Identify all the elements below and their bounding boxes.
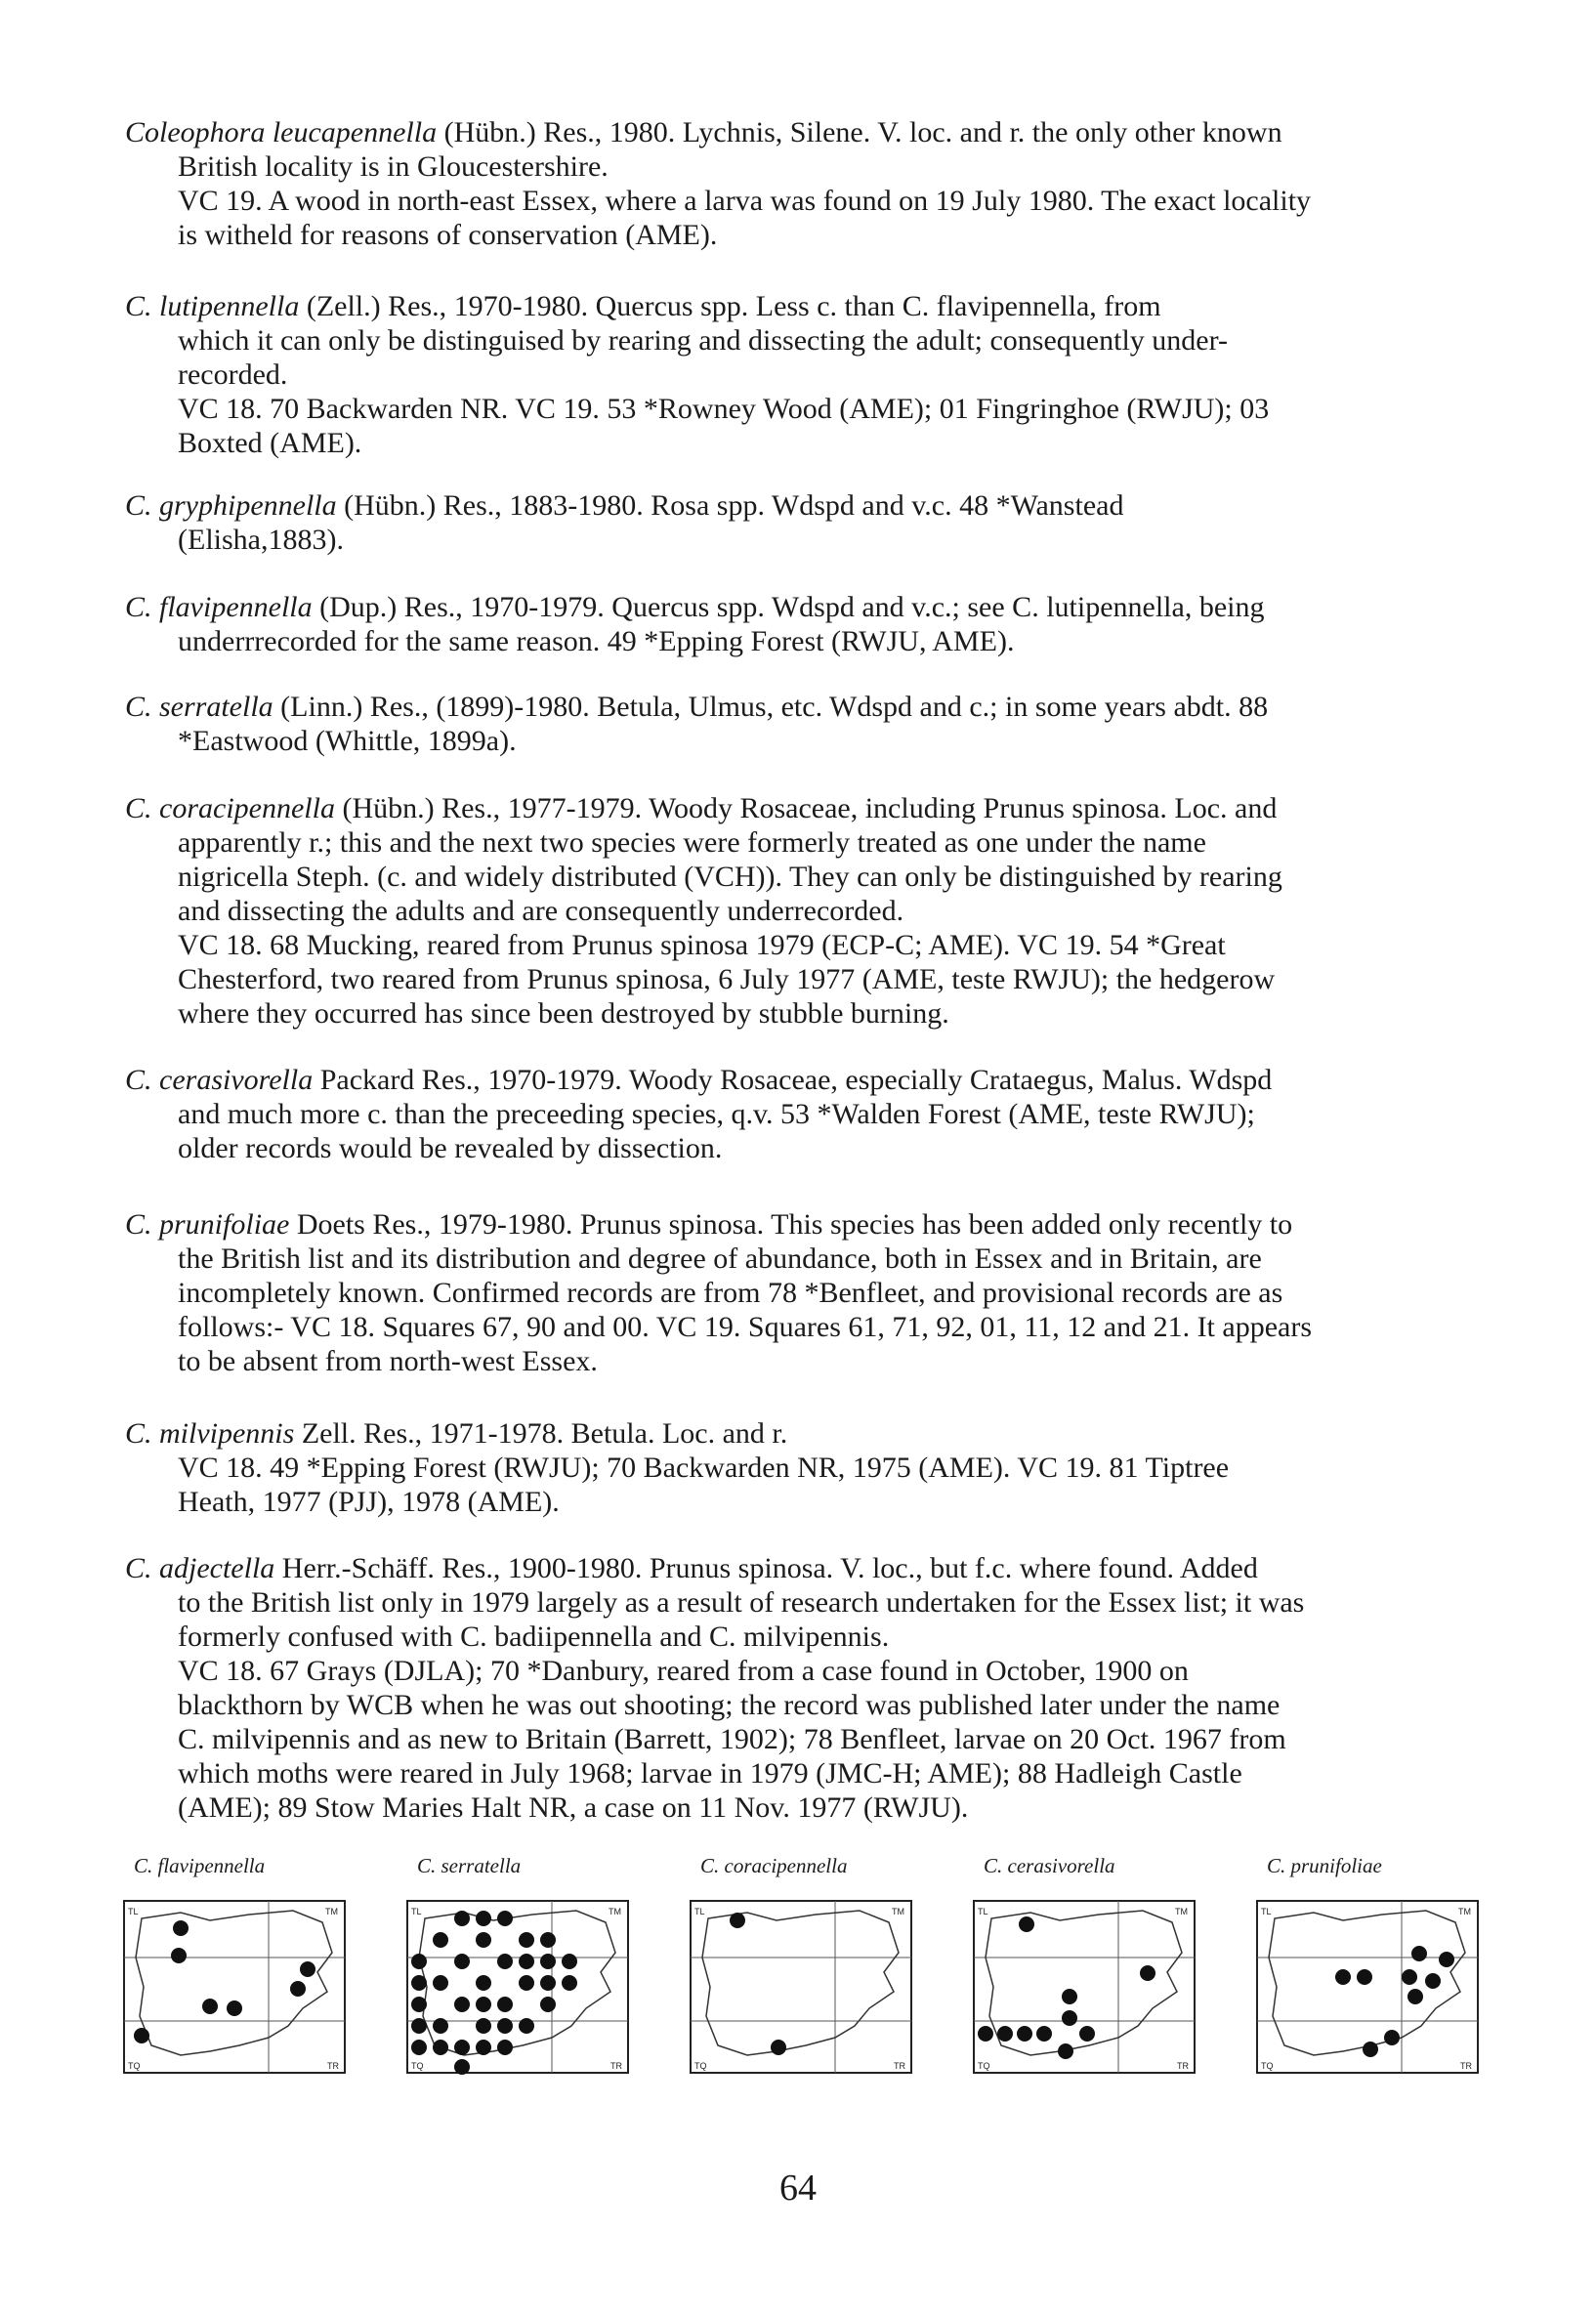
entry-line: C. coracipennella (Hübn.) Res., 1977-1979. Woody Rosaceae, including Prunus spinosa. Loc. and — [125, 792, 1278, 824]
entry-line: British locality is in Gloucestershire. — [178, 150, 609, 183]
entry-line: C. milvipennis and as new to Britain (Barrett, 1902); 78 Benfleet, larvae on 20 Oct. 1967 from — [178, 1723, 1286, 1755]
svg-text:TM: TM — [1458, 1907, 1471, 1916]
species-name: C. prunifoliae — [125, 1208, 290, 1241]
entry-line: C. milvipennis Zell. Res., 1971-1978. Betula. Loc. and r. — [125, 1417, 788, 1450]
svg-text:TL: TL — [128, 1907, 139, 1916]
species-entry-gryphipennella — [125, 488, 1492, 557]
entry-line: older records would be revealed by dissection. — [178, 1132, 723, 1164]
svg-text:TQ: TQ — [1261, 2061, 1274, 2071]
species-entry-coracipennella — [125, 791, 1492, 1031]
species-entry-lutipennella — [125, 289, 1492, 460]
essex-map — [405, 1899, 630, 2075]
species-name: Coleophora leucapennella — [125, 116, 438, 148]
svg-text:TR: TR — [610, 2061, 622, 2071]
entry-line: Chesterford, two reared from Prunus spinosa, 6 July 1977 (AME, teste RWJU); the hedgerow — [178, 963, 1276, 995]
species-entry-milvipennis — [125, 1416, 1492, 1519]
species-name: C. flavipennella — [125, 591, 313, 623]
entry-line: (AME); 89 Stow Maries Halt NR, a case on 11 Nov. 1977 (RWJU). — [178, 1791, 969, 1824]
svg-text:TR: TR — [327, 2061, 339, 2071]
essex-map — [122, 1899, 347, 2075]
entry-line: and dissecting the adults and are consequently underrecorded. — [178, 895, 904, 927]
entry-line: C. prunifoliae Doets Res., 1979-1980. Prunus spinosa. This species has been added only recently to — [125, 1208, 1293, 1241]
entry-line: C. serratella (Linn.) Res., (1899)-1980. Betula, Ulmus, etc. Wdspd and c.; in some years abdt. 88 — [125, 691, 1269, 723]
svg-text:TL: TL — [411, 1907, 422, 1916]
entry-line: VC 18. 67 Grays (DJLA); 70 *Danbury, reared from a case found in October, 1900 on — [178, 1655, 1189, 1687]
svg-text:TR: TR — [1460, 2061, 1472, 2071]
svg-text:TQ: TQ — [978, 2061, 990, 2071]
svg-text:TL: TL — [978, 1907, 988, 1916]
svg-text:TM: TM — [325, 1907, 338, 1916]
essex-map — [972, 1899, 1197, 2075]
species-name: C. cerasivorella — [125, 1064, 314, 1096]
entry-line: to the British list only in 1979 largely as a result of research undertaken for the Essex list; it was — [178, 1586, 1305, 1619]
entry-line: incompletely known. Confirmed records are from 78 *Benfleet, and provisional records are as — [178, 1277, 1283, 1309]
entry-line: C. flavipennella (Dup.) Res., 1970-1979. Quercus spp. Wdspd and v.c.; see C. lutipennella, being — [125, 591, 1265, 623]
svg-text:TQ: TQ — [128, 2061, 141, 2071]
species-entry-leucapennella — [125, 115, 1492, 252]
svg-text:TM: TM — [609, 1907, 621, 1916]
entry-line: follows:- VC 18. Squares 67, 90 and 00. VC 19. Squares 61, 71, 92, 01, 11, 12 and 21. It appears — [178, 1311, 1313, 1343]
entry-line: VC 18. 68 Mucking, reared from Prunus spinosa 1979 (ECP-C; AME). VC 19. 54 *Great — [178, 929, 1226, 961]
svg-text:TQ: TQ — [694, 2061, 707, 2071]
map-caption: C. flavipennella — [134, 1854, 266, 1877]
species-name: C. milvipennis — [125, 1417, 295, 1450]
entry-line: where they occurred has since been destroyed by stubble burning. — [178, 997, 949, 1030]
species-entry-serratella — [125, 690, 1492, 758]
entry-line: which it can only be distinguised by rearing and dissecting the adult; consequently under- — [178, 324, 1228, 357]
map-caption: C. prunifoliae — [1267, 1854, 1382, 1877]
species-entry-prunifoliae — [125, 1207, 1492, 1378]
entry-line: VC 19. A wood in north-east Essex, where a larva was found on 19 July 1980. The exact locality — [178, 185, 1312, 217]
species-name: C. lutipennella — [125, 290, 300, 322]
entry-line: VC 18. 70 Backwarden NR. VC 19. 53 *Rowney Wood (AME); 01 Fingringhoe (RWJU); 03 — [178, 393, 1270, 425]
map-caption: C. coracipennella — [700, 1854, 848, 1877]
species-entry-cerasivorella — [125, 1063, 1492, 1165]
species-name: C. gryphipennella — [125, 489, 337, 522]
entry-line: to be absent from north-west Essex. — [178, 1345, 598, 1377]
species-name: C. adjectella — [125, 1552, 275, 1584]
map-caption: C. serratella — [417, 1854, 522, 1877]
entry-line: apparently r.; this and the next two species were formerly treated as one under the name — [178, 826, 1206, 859]
entry-line: Coleophora leucapennella (Hübn.) Res., 1980. Lychnis, Silene. V. loc. and r. the only other known — [125, 116, 1282, 148]
entry-line: the British list and its distribution and degree of abundance, both in Essex and in Britain, are — [178, 1242, 1262, 1275]
entry-line: Heath, 1977 (PJJ), 1978 (AME). — [178, 1486, 560, 1518]
entry-line: C. cerasivorella Packard Res., 1970-1979. Woody Rosaceae, especially Crataegus, Malus. Wdspd — [125, 1064, 1273, 1096]
entry-line: C. gryphipennella (Hübn.) Res., 1883-1980. Rosa spp. Wdspd and v.c. 48 *Wanstead — [125, 489, 1124, 522]
entry-line: C. lutipennella (Zell.) Res., 1970-1980. Quercus spp. Less c. than C. flavipennella, from — [125, 290, 1161, 322]
svg-text:TM: TM — [1175, 1907, 1188, 1916]
entry-line: VC 18. 49 *Epping Forest (RWJU); 70 Backwarden NR, 1975 (AME). VC 19. 81 Tiptree — [178, 1452, 1230, 1484]
entry-line: which moths were reared in July 1968; larvae in 1979 (JMC-H; AME); 88 Hadleigh Castle — [178, 1757, 1242, 1790]
essex-map — [689, 1899, 913, 2075]
species-entry-adjectella — [125, 1551, 1492, 1825]
svg-text:TR: TR — [1177, 2061, 1189, 2071]
map-caption: C. cerasivorella — [984, 1854, 1115, 1877]
essex-map — [1255, 1899, 1480, 2075]
species-name: C. serratella — [125, 691, 273, 723]
entry-line: nigricella Steph. (c. and widely distributed (VCH)). They can only be distinguished by rearing — [178, 861, 1282, 893]
entry-line: *Eastwood (Whittle, 1899a). — [178, 725, 517, 757]
page-number: 64 — [779, 2168, 817, 2209]
svg-text:TM: TM — [892, 1907, 904, 1916]
entry-line: blackthorn by WCB when he was out shooting; the record was published later under the name — [178, 1689, 1281, 1721]
species-entry-flavipennella — [125, 590, 1492, 658]
entry-line: (Elisha,1883). — [178, 524, 344, 556]
svg-text:TL: TL — [1261, 1907, 1272, 1916]
entry-line: is witheld for reasons of conservation (AME). — [178, 219, 718, 251]
entry-line: formerly confused with C. badiipennella and C. milvipennis. — [178, 1621, 890, 1653]
entry-line: Boxted (AME). — [178, 427, 362, 459]
svg-text:TL: TL — [694, 1907, 705, 1916]
entry-line: C. adjectella Herr.-Schäff. Res., 1900-1980. Prunus spinosa. V. loc., but f.c. where found. Added — [125, 1552, 1258, 1584]
svg-text:TR: TR — [894, 2061, 905, 2071]
species-name: C. coracipennella — [125, 792, 335, 824]
entry-line: recorded. — [178, 358, 288, 391]
entry-line: underrrecorded for the same reason. 49 *Epping Forest (RWJU, AME). — [178, 625, 1015, 657]
svg-text:TQ: TQ — [411, 2061, 424, 2071]
distribution-maps-row — [122, 1854, 1509, 2098]
entry-line: and much more c. than the preceeding species, q.v. 53 *Walden Forest (AME, teste RWJU); — [178, 1098, 1255, 1130]
